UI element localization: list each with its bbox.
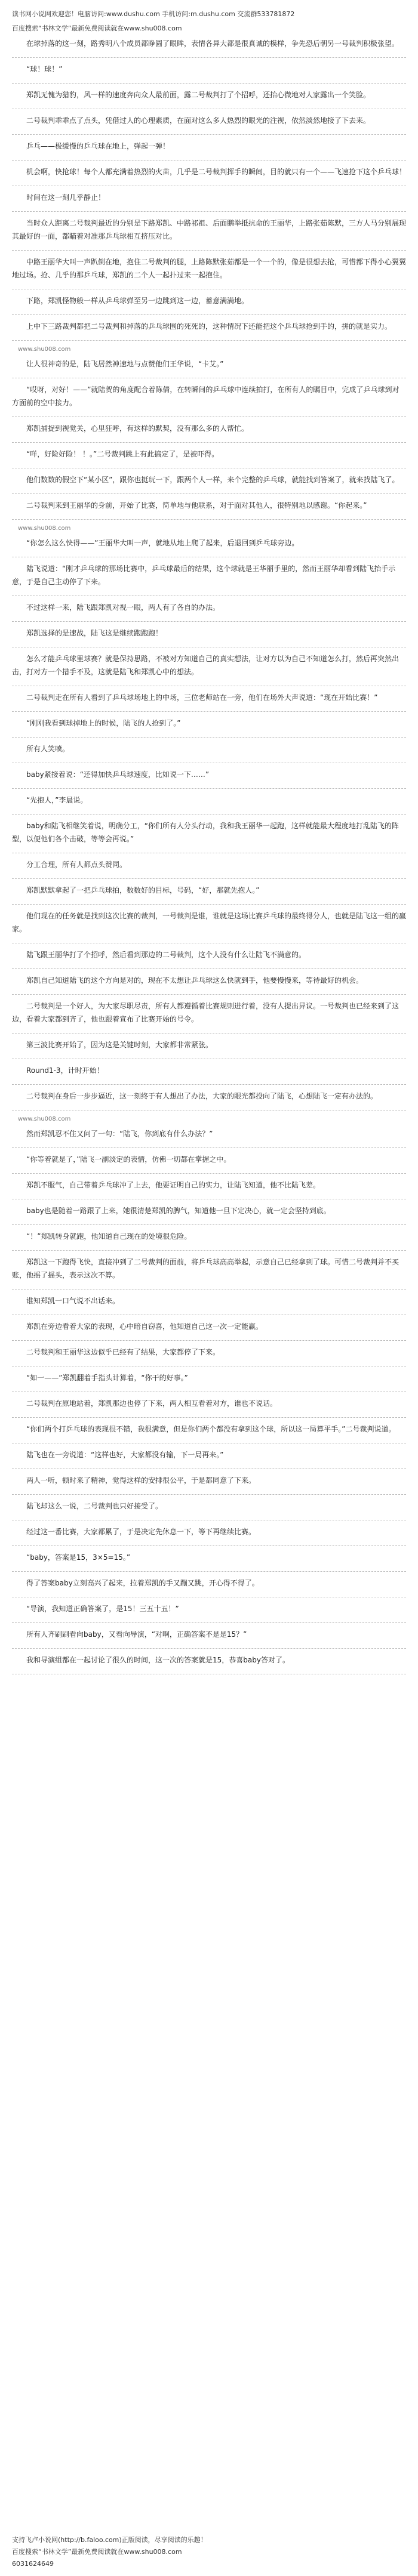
paragraph: 陆飞也在一旁说道：“这样也好，大家都没有输，下一局再来。” [26,1451,224,1459]
paragraph: 然而郑凯忍不住又问了一句：“陆飞，你到底有什么办法？” [26,1130,213,1138]
paragraph: “！”郑凯转身就跑，他知道自己现在的处境很危险。 [26,1232,192,1241]
dashed-divider [12,737,406,738]
paragraph: 他们现在的任务就是找到这次比赛的裁判，一号裁判是谁，谁就是这场比赛乒乓球的最终得分人，也就是陆飞这一组的赢家。 [12,912,407,933]
paragraph: 二号裁判是一个好人，为大家尽职尽责，所有人都遵循着比赛规则进行着，没有人提出异议。一号裁判也已经来到了这边，看着大家都到齐了，他也跟着宣布了比赛开始的号令。 [12,1002,399,1023]
dashed-divider [12,904,406,905]
paragraph: 我和导演组都在一起讨论了很久的时间，这一次的答案就是15，恭喜baby答对了。 [26,1656,290,1664]
dashed-divider [12,1545,406,1546]
paragraph: 不过这样一来，陆飞跟郑凯对视一眼，两人有了各自的办法。 [26,603,220,612]
paragraph: 二号裁判在身后一步步逼近，这一刻终于有人想出了办法，大家的眼光都投向了陆飞，心想陆飞一定有办法的。 [26,1092,378,1100]
paragraph: “刚刚我看到球掉地上的时候，陆飞的人抢到了。” [26,719,181,727]
paragraph: “咩，好险好险！ ！。”二号裁判跳上有此搞定了，是被吓得。 [26,450,219,458]
paragraph: 机会啊，快抢球！每个人都充满着热烈的火苗，几乎是二号裁判挥手的瞬间，目的就只有一个——飞速抢下这个乒乓球！ [26,168,407,176]
dashed-divider [12,519,406,520]
paragraph: “如一——”郑凯翻着手指头计算着，“你干的好事。” [26,1374,188,1382]
dashed-divider [12,994,406,995]
paragraph: 郑凯在旁边看着大家的表现，心中暗自窃喜，他知道自己这一次一定能赢。 [26,1322,263,1331]
dashed-divider [12,211,406,212]
dashed-divider [12,442,406,443]
dashed-divider [12,1648,406,1649]
paragraph: 上中下三路裁判都把二号裁判和掉落的乒乓球围的死死的，这种情况下还能把这个乒乓球抢到手的，拼的就是实力。 [26,322,392,331]
paragraph: “先抱人，”李晨说。 [26,796,88,804]
paragraph: 时间在这一刻几乎静止！ [26,193,106,202]
dashed-divider [12,814,406,815]
paragraph: 二号裁判和王丽华这边似乎已经有了结果，大家都停了下来。 [26,1348,220,1356]
paragraph: 得了答案baby立刻高兴了起来，拉着郑凯的手又蹦又跳，开心得不得了。 [26,1579,259,1587]
dashed-divider [12,1622,406,1623]
footer-line: 百度搜索“书林文学”最新免费阅读就在www.shu008.com [12,2548,182,2556]
page-footer [12,2534,406,2570]
paragraph: 分工合理，所有人都点头赞同。 [26,860,127,869]
site-watermark: www.shu008.com [18,346,71,353]
dashed-divider [12,878,406,879]
paragraph: baby和陆飞相继笑着说，明确分工，“你们所有人分头行动，我和我王丽华一起跑，这样就能最大程度地打乱陆飞的阵型，以便他们各个击破，等等会再说。” [12,822,399,843]
paragraph: 下路，郑凯怪物般一样从乒乓球弹至另一边跳到这一边，蓄意满满地。 [26,297,249,305]
paragraph: 让人很神奇的是，陆飞居然神速地与点赞他们王华说，“卡艾。” [26,360,224,368]
dashed-divider [12,1224,406,1225]
dashed-divider [12,57,406,58]
paragraph: 第三波比赛开始了，因为这是关键时刻，大家都非常紧张。 [26,1041,213,1049]
dashed-divider [12,160,406,161]
paragraph: 他们数数的假空下“某小区”，跟你也挺玩一下，跟两个人一样，来个完整的乒乓球，就能找到答案了，就来找陆飞了。 [26,476,399,484]
paragraph: “导演，我知道正确答案了，是15！三五十五！” [26,1605,179,1613]
dashed-divider [12,314,406,315]
paragraph: 经过这一番比赛，大家都累了，于是决定先休息一下，等下再继续比赛。 [26,1528,256,1536]
paragraph: “baby，答案是15，3×5=15。” [26,1553,131,1562]
dashed-divider [12,1494,406,1495]
paragraph: 郑凯默默拿起了一把乒乓球拍，数数好的目标，号码，“好，那就先抱人。” [26,886,260,894]
dashed-divider [12,340,406,341]
dashed-divider [12,134,406,135]
dashed-divider [12,788,406,789]
dashed-divider [12,1147,406,1148]
paragraph: “你等着就是了，”陆飞一副淡定的表情，仿佛一切都在掌握之中。 [26,1155,231,1164]
paragraph: 陆飞却这么一说，二号裁判也只好接受了。 [26,1502,163,1510]
paragraph: baby紧接着说：“还得加快乒乓球速度，比如说一下……” [26,770,210,779]
paragraph: 怎么才能乒乓球里球赛？就是保持思路，不被对方知道自己的真实想法，让对方以为自己不知道怎么打，然后再突然出击，打对方一个措手不及，这就是陆飞和郑凯心中的想法。 [12,655,399,676]
header-subline: 百度搜索“书林文学”最新免费阅读就在www.shu008.com [12,24,182,32]
paragraph: “你们两个打乒乓球的表现很不错，我很满意，但是你们两个都没有拿到这个球，所以这一局算平手。”二号裁判说道。 [26,1425,396,1433]
paragraph: 二号裁判乖乖点了点头，凭借过人的心理素质，在面对这么多人热烈的眼光的注视，依然淡然地接了下去来。 [26,116,371,125]
footer-note: 支持飞卢小说网(http://b.faloo.com)正版阅读，尽享阅读的乐趣！ [12,2536,207,2544]
dashed-divider [12,493,406,494]
site-watermark: www.shu008.com [18,525,71,532]
paragraph: 谁知郑凯一口气说不出话来。 [26,1297,120,1305]
paragraph: “你怎么这么快得——”王丽华大叫一声，就地从地上爬了起来，后退回到乒乓球旁边。 [26,539,299,547]
paragraph: 中路王丽华大叫一声趴倒在地，抱住二号裁判的腿，上路陈默张茹都是一个一个的，像是很想去抢，可惜都下得小心翼翼地过场。抢、几乎的那乒乓球，郑凯的二个人一起扑过来一起抱住。 [12,258,407,279]
paragraph: 在球掉落的这一刻，路秀明八个成员都睁圆了眼眸，表情各异大都是很真诚的模样，争先恐后朝另一号裁判积极张望。 [26,39,399,48]
paragraph: 郑凯这一下跑得飞快，直接冲到了二号裁判的面前，将乒乓球高高举起，示意自己已经拿到了球。可惜二号裁判并不买账，他摇了摇头，表示这次不算。 [12,1258,399,1279]
dashed-divider [12,1084,406,1085]
paragraph: 陆飞说道：“刚才乒乓球的那场比赛中，乒乓球最后的结果，这个球就是王华丽手里的，然而王丽华却看到陆飞抬手示意，于是自己主动停了下来。 [12,564,396,586]
paragraph: 郑凯无愧为猎豹，风一样的速度奔向众人最前面，露二号裁判打了个招呼，还抬心微地对人家露出一个笑脸。 [26,91,371,99]
paragraph: 当时众人距离二号裁判最近的分别是下路郑凯、中路祁祖、后面鹏举抵抗命的王丽华，上路张茹陈默，三方人马分别展现其最好的一面，都瞄着对准那乒乓球相互挤压对比。 [12,219,407,240]
paragraph: “哎呀，对好！——”就陆贺的角度配合着陈倩，在转瞬间的乒乓球中连续拍打，在所有人的瞩目中，完成了乒乓球到对方面前的空中接力。 [12,385,399,407]
dashed-divider [12,1571,406,1572]
dashed-divider [12,83,406,84]
dashed-divider [12,1173,406,1174]
paragraph: 郑凯自己知道陆飞的这个方向是对的，现在不太想让乒乓球这么快就到手，他要慢慢来，等待最好的机会。 [26,976,364,985]
dashed-divider [12,1417,406,1418]
dashed-divider [12,968,406,969]
paragraph: 所有人齐刷刷看向baby，又看向导演，“对啊，正确答案不是是15？” [26,1630,247,1639]
paragraph: 所有人笑喷。 [26,745,70,753]
dashed-divider [12,1340,406,1341]
paragraph: 陆飞跟王丽华打了个招呼，然后看到那边的二号裁判，这个人没有什么让陆飞不满意的。 [26,951,306,959]
footer-number: 6031624649 [12,2560,54,2568]
paragraph: 二号裁判来到王丽华的身前，开始了比赛，简单地与他联系，对于面对其他人，很特别地以感谢。“你起来。” [26,501,367,510]
paragraph: 二号裁判在原地站着，郑凯那边也停了下来，两人相互看着对方，谁也不说话。 [26,1399,278,1408]
article-body [12,37,406,1674]
paragraph: baby也是随着一路跟了上来，她很清楚郑凯的脾气，知道他一旦下定决心，就一定会坚持到底。 [26,1207,331,1215]
dashed-divider [12,621,406,622]
paragraph: “球！球！” [26,65,63,73]
paragraph: 郑凯捕捉到视觉关，心里狂呼，有这样的默契，没有那么多的人帮忙。 [26,424,249,433]
dashed-divider [12,250,406,251]
dashed-divider [12,1033,406,1034]
site-watermark: www.shu008.com [18,1116,71,1122]
paragraph: 郑凯不服气，自己带着乒乓球冲了上去，他要证明自己的实力，让陆飞知道，他不比陆飞差。 [26,1181,321,1189]
header-line: 读书网小说网欢迎您！电脑访问:www.dushu.com 手机访问:m.dushu.com 交流群533781872 [12,10,295,18]
paragraph: 两人一听，顿时来了精神，觉得这样的安排很公平，于是都同意了下来。 [26,1476,256,1485]
paragraph: 郑凯选择的是速战，陆飞这是继续跑跑跑！ [26,629,163,637]
paragraph: Round1-3，计时开始！ [26,1066,104,1075]
dashed-divider [12,1250,406,1251]
paragraph: 二号裁判走在所有人看到了乒乓球场地上的中场，三位老师站在一旁，他们在场外大声说道：“现在开始比赛！” [26,693,378,702]
paragraph: 乒乓——极缓慢的乒乓球在地上，弹起一弹！ [26,142,170,150]
dashed-divider [12,711,406,712]
